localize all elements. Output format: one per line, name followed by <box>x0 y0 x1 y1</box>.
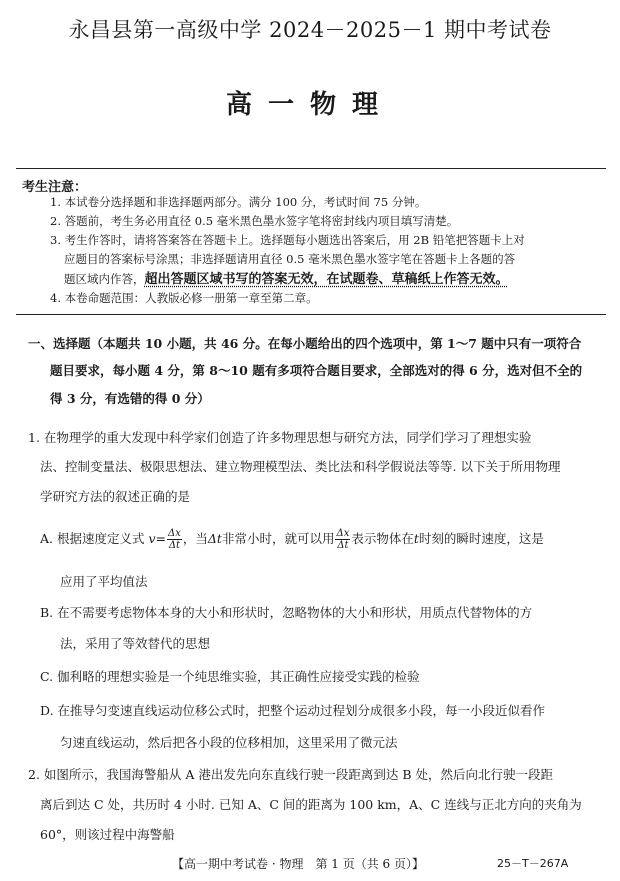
fraction-dx-dt <box>167 528 182 551</box>
question-1-stem-line-3: 学研究方法的叙述正确的是 <box>40 489 191 504</box>
fraction-denominator: Δt <box>168 540 181 551</box>
question-2-stem-line-2: 离后到达 C 处，共历时 4 小时. 已知 A、C 间的距离为 100 km，A、C 连线与正北方向的夹角为 <box>40 797 582 812</box>
notice-item-1: 1. 本试卷分选择题和非选择题两部分。满分 100 分，考试时间 75 分钟。 <box>50 195 427 209</box>
notice-item-2: 2. 答题前，考生务必用直径 0.5 毫米黑色墨水签字笔将密封线内项目填写清楚。 <box>50 214 459 228</box>
fraction-numerator-2: Δx <box>336 528 350 539</box>
question-1-stem-line-2: 法、控制变量法、极限思想法、建立物理模型法、类比法和科学假说法等等. 以下关于所用物理 <box>40 459 561 474</box>
section-1-instructions-line-3: 得 3 分，有选错的得 0 分） <box>50 391 210 406</box>
notice-item-3-line-3 <box>64 268 509 287</box>
fraction-dx-dt-2 <box>335 528 350 551</box>
question-1-option-d-line-2: 匀速直线运动，然后把各小段的位移相加，这里采用了微元法 <box>60 735 398 750</box>
question-1-option-b-line-2: 法，采用了等效替代的思想 <box>60 636 211 651</box>
question-1-stem-line-1: 1. 在物理学的重大发现中科学家们创造了许多物理思想与研究方法，同学们学习了理想实验 <box>28 430 532 445</box>
option-a-text-4: 表示物体在 <box>351 531 414 546</box>
notice-item-3-line-1: 3. 考生作答时，请将答案答在答题卡上。选择题每小题选出答案后，用 2B 铅笔把答题卡上对 <box>50 233 525 247</box>
question-1-option-c: C. 伽利略的理想实验是一个纯思维实验，其正确性应接受实践的检验 <box>40 669 420 684</box>
top-divider <box>16 168 606 169</box>
notice-warning-emphasis: 超出答题区域书写的答案无效，在试题卷、草稿纸上作答无效。 <box>144 272 509 287</box>
notice-item-3-line-2: 应题目的答案标号涂黑；非选择题请用直径 0.5 毫米黑色墨水签字笔在答题卡上各题的答 <box>64 252 516 266</box>
fraction-numerator: Δx <box>168 528 181 539</box>
fraction-denominator-2: Δt <box>337 540 349 551</box>
notice-item-3-plain: 题区域内作答， <box>64 272 145 286</box>
question-1-option-a-line-2: 应用了平均值法 <box>60 574 148 589</box>
subject-title: 高一物理 <box>225 90 394 120</box>
section-1-instructions-line-1: 一、选择题（本题共 10 小题，共 46 分。在每小题给出的四个选项中，第 1～7 题中只有一项符合 <box>28 336 582 351</box>
question-1-option-d-line-1: D. 在推导匀变速直线运动位移公式时，把整个运动过程划分成很多小段，每一小段近似看作 <box>40 703 546 718</box>
time-symbol: t <box>413 531 419 546</box>
question-1-option-b-line-1: B. 在不需要考虑物体本身的大小和形状时，忽略物体的大小和形状，用质点代替物体的方 <box>40 605 533 620</box>
option-a-text-5: 时刻的瞬时速度，这是 <box>418 531 544 546</box>
notice-heading: 考生注意： <box>22 180 88 195</box>
notice-item-4: 4. 本卷命题范围：人教版必修一册第一章至第二章。 <box>50 291 318 305</box>
footer-code: 25－T－267A <box>497 857 569 870</box>
question-1-option-a-line-1 <box>40 528 544 551</box>
option-a-text-3: 非常小时，就可以用 <box>221 531 335 546</box>
footer-page-info: 【高一期中考试卷 · 物理 第 1 页（共 6 页）】 <box>172 857 424 871</box>
question-2-stem-line-1: 2. 如图所示，我国海警船从 A 港出发先向东直线行驶一段距离到达 B 处，然后向北行驶一段距 <box>28 767 554 782</box>
option-a-text-1: A. 根据速度定义式 <box>40 531 145 546</box>
option-a-text-2: ，当 <box>182 531 208 546</box>
velocity-symbol: v <box>148 531 156 546</box>
section-1-instructions-line-2: 题目要求，每小题 4 分，第 8～10 题有多项符合题目要求，全部选对的得 6 分，选对但不全的 <box>50 363 583 378</box>
question-2-stem-line-3: 60°，则该过程中海警船 <box>40 827 175 842</box>
delta-t-symbol: Δt <box>207 531 222 546</box>
exam-title: 永昌县第一高级中学 2024－2025－1 期中考试卷 <box>68 18 552 42</box>
notice-divider <box>16 314 606 315</box>
equals-sign: = <box>155 531 167 546</box>
